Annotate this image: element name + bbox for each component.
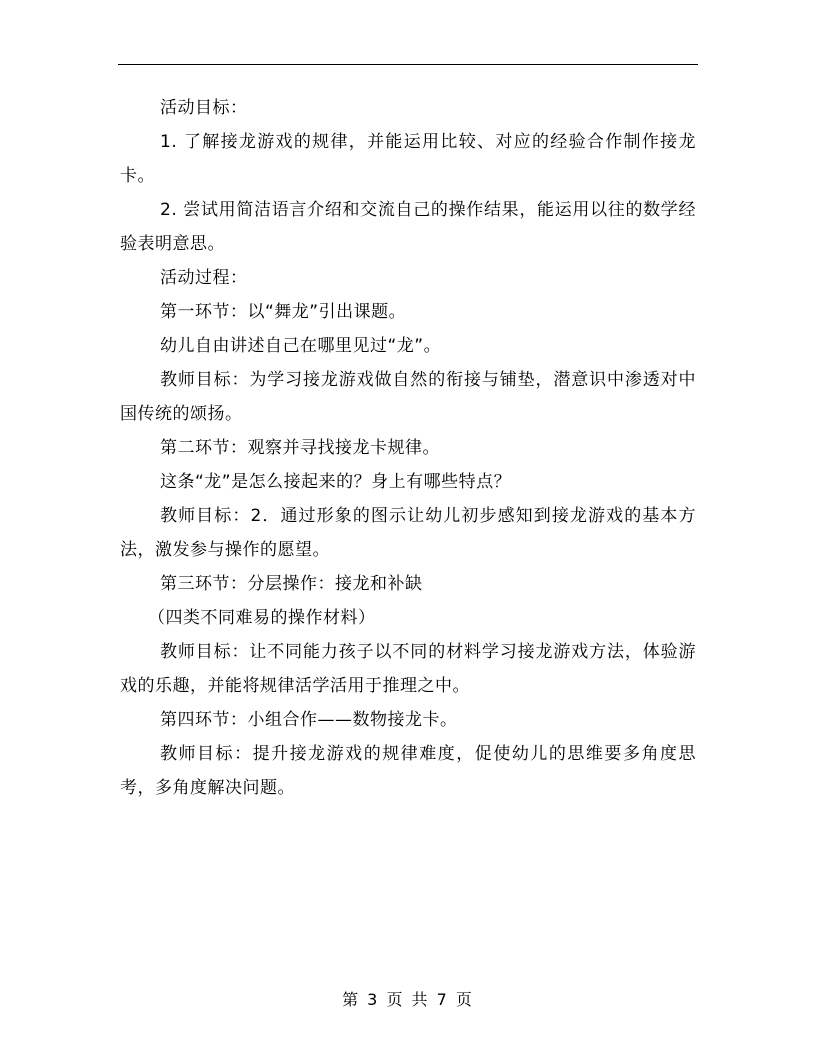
step-3-teacher-goal: 教师目标：让不同能力孩子以不同的材料学习接龙游戏方法，体验游戏的乐趣，并能将规律活学活用于推理之中。 [120,642,696,696]
step-3-title: 第三环节：分层操作：接龙和补缺 [160,574,423,594]
step-3-materials-note: （四类不同难易的操作材料） [148,608,376,628]
step-2-title: 第二环节：观察并寻找接龙卡规律。 [160,438,440,458]
step-4-title: 第四环节：小组合作——数物接龙卡。 [160,710,458,730]
section-heading-goals: 活动目标： [160,98,248,118]
document-body [120,91,696,805]
page-number-footer: 第 3 页 共 7 页 [342,990,474,1009]
step-2-teacher-goal: 教师目标：2．通过形象的图示让幼儿初步感知到接龙游戏的基本方法，激发参与操作的愿望。 [120,506,696,560]
header-rule [118,64,698,65]
step-4-teacher-goal: 教师目标：提升接龙游戏的规律难度，促使幼儿的思维要多角度思考，多角度解决问题。 [120,744,696,798]
step-2-question: 这条“龙”是怎么接起来的？身上有哪些特点？ [160,472,512,492]
step-1-title: 第一环节：以“舞龙”引出课题。 [160,302,407,322]
goal-item-2: 2. 尝试用简洁语言介绍和交流自己的操作结果，能运用以往的数学经验表明意思。 [120,200,696,254]
section-heading-process: 活动过程： [160,268,248,288]
step-1-activity: 幼儿自由讲述自己在哪里见过“龙”。 [160,336,442,356]
step-1-teacher-goal: 教师目标：为学习接龙游戏做自然的衔接与铺垫，潜意识中渗透对中国传统的颂扬。 [120,370,696,424]
goal-item-1: 1. 了解接龙游戏的规律，并能运用比较、对应的经验合作制作接龙卡。 [120,132,696,186]
